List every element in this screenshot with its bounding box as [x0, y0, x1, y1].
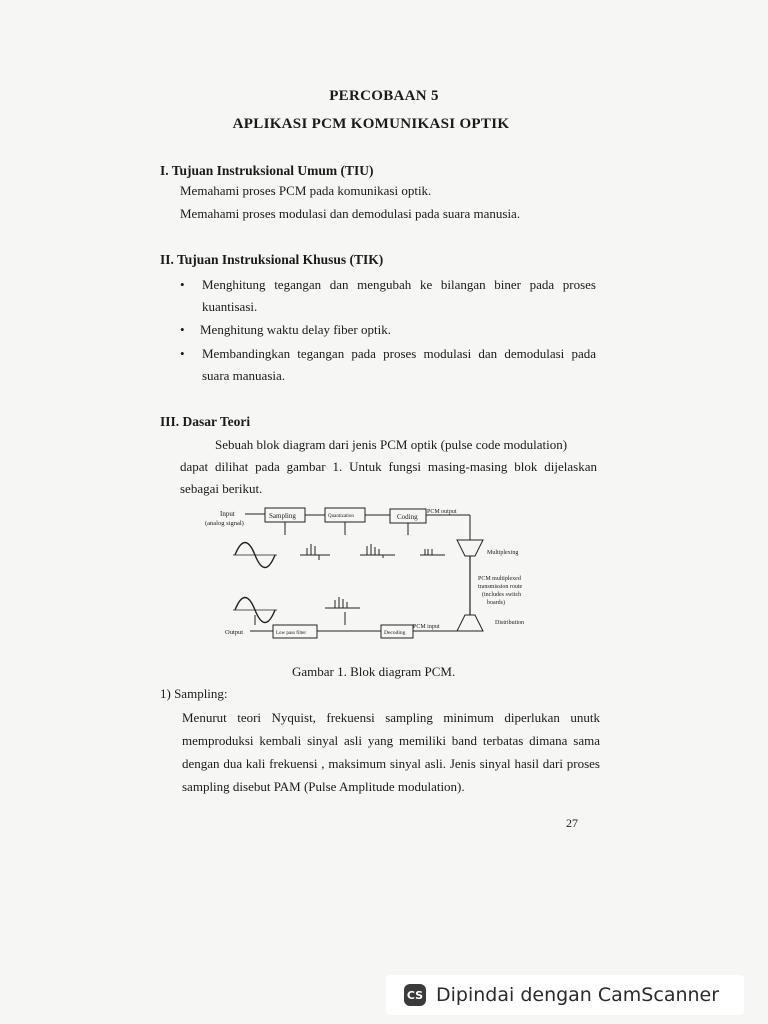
distribution-symbol — [457, 615, 483, 631]
bullet-icon: • — [180, 322, 185, 337]
coding-label: Coding — [397, 513, 418, 521]
tiu-line-1: Memahami proses PCM pada komunikasi optik. — [180, 183, 432, 198]
input-sub-label: (analog signal) — [205, 520, 244, 527]
route-label-2: transmission route — [478, 584, 523, 590]
pcm-input-label: PCM input — [413, 624, 440, 630]
document-subtitle: APLIKASI PCM KOMUNIKASI OPTIK — [232, 116, 510, 132]
bullet-icon: • — [180, 346, 185, 361]
sampling-heading: 1) Sampling: — [160, 686, 228, 701]
section-heading-tiu: I. Tujuan Instruksional Umum (TIU) — [160, 163, 374, 178]
route-label-4: boards) — [487, 600, 505, 606]
camscanner-logo-icon: CS — [404, 984, 426, 1006]
distribution-label: Distribution — [495, 620, 525, 626]
tik-bullet-3: Membandingkan tegangan pada proses modulasi dan demodulasi pada suara manuasia. — [202, 346, 596, 383]
tik-bullet-1: Menghitung tegangan dan mengubah ke bilangan biner pada proses kuantisasi. — [202, 277, 596, 314]
section-heading-tik: II. Tujuan Instruksional Khusus (TIK) — [160, 252, 384, 267]
tiu-line-2: Memahami proses modulasi dan demodulasi pada suara manusia. — [180, 206, 521, 221]
dasar-teori-line-1: Sebuah blok diagram dari jenis PCM optik (pulse code modulation) — [215, 437, 568, 452]
pcm-output-label: PCM output — [427, 509, 457, 515]
sampling-paragraph: Menurut teori Nyquist, frekuensi sampling minimum diperlukan unutk memproduksi kembali sinyal asli yang memiliki band terbatas dimana sama dengan dua kali frekuensi , maksimum sinyal asli. Jenis sinyal hasil dari proses sampling disebut PAM (Pulse Amplitude modulation). — [182, 710, 600, 794]
quantized-samples-icon — [360, 544, 395, 558]
decoded-samples-icon — [325, 597, 360, 608]
route-label-3: (includes switch — [482, 592, 522, 598]
camscanner-watermark — [386, 975, 744, 1015]
output-label: Output — [225, 629, 244, 636]
camscanner-label: Dipindai dengan CamScanner — [436, 984, 720, 1006]
figure-caption: Gambar 1. Blok diagram PCM. — [292, 664, 456, 679]
pcm-block-diagram — [195, 500, 595, 650]
page-number: 27 — [566, 816, 578, 830]
document-title: PERCOBAAN 5 — [329, 88, 439, 104]
input-label: Input — [220, 510, 235, 518]
pcm-pulses-icon — [420, 549, 445, 555]
lowpass-label: Low pass filter — [276, 631, 306, 636]
multiplexer-symbol — [457, 540, 483, 556]
quantization-label: Quantization — [328, 514, 354, 519]
tik-bullet-2: Menghitung waktu delay fiber optik. — [200, 322, 391, 337]
multiplexing-label: Multiplexing — [487, 550, 519, 556]
pam-samples-icon — [300, 544, 330, 560]
bullet-icon: • — [180, 277, 185, 292]
section-heading-dasar-teori: III. Dasar Teori — [160, 414, 251, 429]
route-label-1: PCM multiplexed — [478, 576, 521, 582]
dasar-teori-paragraph: dapat dilihat pada gambar 1. Untuk fungsi masing-masing blok dijelaskan sebagai berikut. — [180, 459, 597, 496]
decoding-label: Decoding — [384, 630, 406, 636]
sampling-label: Sampling — [269, 512, 296, 520]
